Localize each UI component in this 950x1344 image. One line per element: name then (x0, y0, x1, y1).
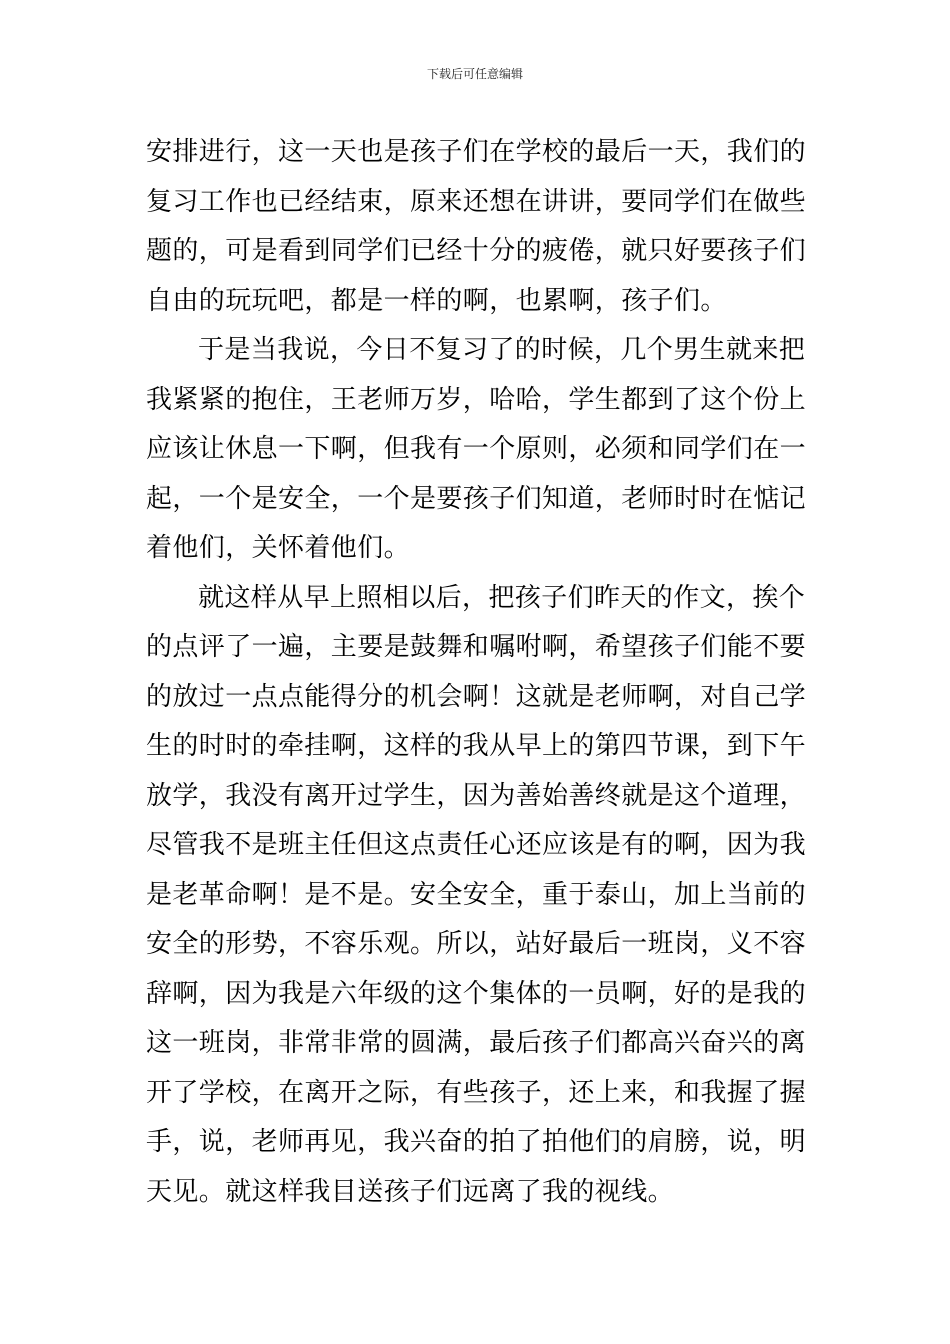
text-line: 我紧紧的抱住，王老师万岁，哈哈，学生都到了这个份上 (146, 384, 807, 415)
text-line: 是老革命啊！是不是。安全安全，重于泰山，加上当前的 (146, 879, 807, 910)
text-line: 放学，我没有离开过学生，因为善始善终就是这个道理， (146, 780, 807, 811)
text-line: 手，说，老师再见，我兴奋的拍了拍他们的肩膀，说，明 (146, 1127, 807, 1157)
text-line: 着他们，关怀着他们。 (146, 533, 411, 563)
page-header: 下载后可任意编辑 (426, 67, 523, 81)
text-line: 安排进行，这一天也是孩子们在学校的最后一天，我们的 (146, 137, 807, 167)
text-line: 的放过一点点能得分的机会啊！这就是老师啊，对自己学 (146, 681, 807, 712)
paragraph (146, 574, 816, 1218)
text-line: 辞啊，因为我是六年级的这个集体的一员啊，好的是我的 (146, 978, 807, 1009)
paragraph (146, 326, 816, 574)
text-line: 就这样从早上照相以后，把孩子们昨天的作文，挨个 (198, 582, 806, 613)
text-line: 于是当我说，今日不复习了的时候，几个男生就来把 (198, 335, 806, 365)
paragraph (146, 128, 816, 326)
text-line: 题的，可是看到同学们已经十分的疲倦，就只好要孩子们 (146, 236, 807, 266)
text-line: 生的时时的牵挂啊，这样的我从早上的第四节课，到下午 (146, 731, 807, 761)
text-line: 自由的玩玩吧，都是一样的啊，也累啊，孩子们。 (146, 285, 727, 316)
document-body (146, 128, 816, 1217)
text-line: 天见。就这样我目送孩子们远离了我的视线。 (146, 1176, 675, 1207)
text-line: 复习工作也已经结束，原来还想在讲讲，要同学们在做些 (146, 186, 807, 217)
text-line: 应该让休息一下啊，但我有一个原则，必须和同学们在一 (146, 434, 807, 464)
text-line: 尽管我不是班主任但这点责任心还应该是有的啊，因为我 (146, 830, 807, 860)
text-line: 的点评了一遍，主要是鼓舞和嘱咐啊，希望孩子们能不要 (146, 632, 807, 662)
text-line: 安全的形势，不容乐观。所以，站好最后一班岗，义不容 (146, 929, 807, 959)
text-line: 这一班岗，非常非常的圆满，最后孩子们都高兴奋兴的离 (146, 1028, 807, 1058)
text-line: 起，一个是安全，一个是要孩子们知道，老师时时在惦记 (146, 483, 807, 514)
text-line: 开了学校，在离开之际，有些孩子，还上来，和我握了握 (146, 1077, 807, 1108)
